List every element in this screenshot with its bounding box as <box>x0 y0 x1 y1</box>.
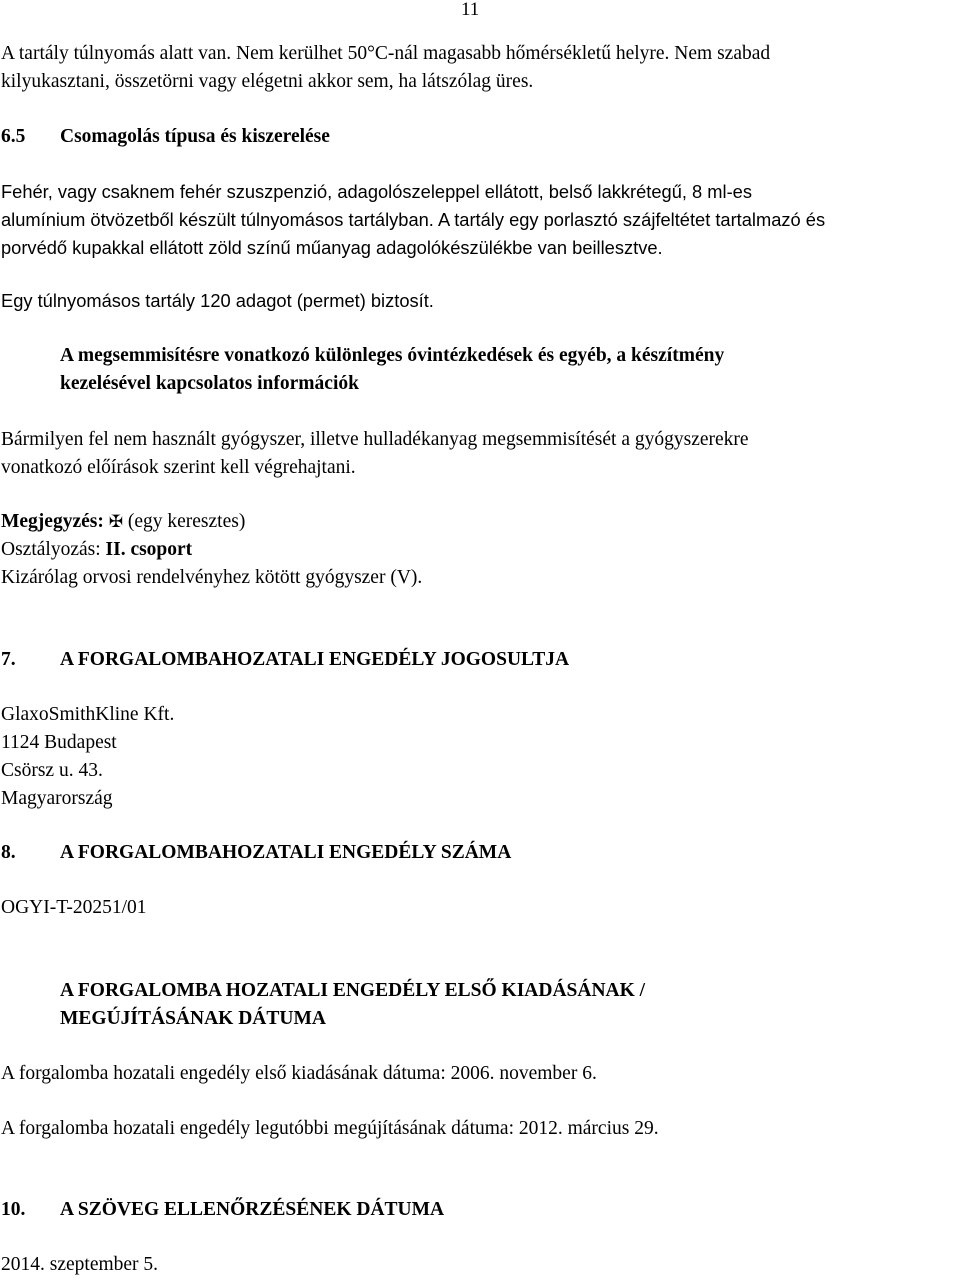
section-6-5-heading <box>1 123 958 151</box>
section-7-number: 7. <box>1 649 16 670</box>
note-block <box>1 508 958 592</box>
dose-count: Egy túlnyomásos tartály 120 adagot (permet) biztosít. <box>1 290 434 311</box>
revision-date: 2014. szeptember 5. <box>1 1254 159 1275</box>
warning-line-2: kilyukasztani, összetörni vagy elégetni akkor sem, ha látszólag üres. <box>1 71 534 92</box>
section-9-number <box>1 977 60 1005</box>
classification-label: Osztályozás: <box>1 539 101 560</box>
disposal-line-2: vonatkozó előírások szerint kell végrehajtani. <box>1 457 356 478</box>
holder-country: Magyarország <box>1 788 113 809</box>
cross-symbol-icon: ✠ <box>108 512 123 532</box>
packaging-line-1: Fehér, vagy csaknem fehér szuszpenzió, adagolószeleppel ellátott, belső lakkrétegű, 8 ml-es <box>1 181 752 202</box>
section-10-heading <box>1 1196 958 1224</box>
section-10-number: 10. <box>1 1199 26 1220</box>
section-9-title-line-2: MEGÚJÍTÁSÁNAK DÁTUMA <box>60 1008 326 1029</box>
section-6-6-number <box>1 342 60 370</box>
classification-value: II. csoport <box>105 539 193 560</box>
section-9-heading <box>1 977 958 1033</box>
section-10-title: A SZÖVEG ELLENŐRZÉSÉNEK DÁTUMA <box>60 1199 445 1220</box>
section-6-5-paragraph <box>1 178 958 262</box>
renewal-date: A forgalomba hozatali engedély legutóbbi megújításának dátuma: 2012. március 29. <box>1 1118 659 1139</box>
holder-address <box>1 701 958 813</box>
section-9-title-line-1: A FORGALOMBA HOZATALI ENGEDÉLY ELSŐ KIADÁSÁNAK / <box>60 980 646 1001</box>
packaging-line-2-rest: A tartály egy porlasztó szájfeltétet tartalmazó és <box>433 209 826 230</box>
section-7-title: A FORGALOMBAHOZATALI ENGEDÉLY JOGOSULTJA <box>60 649 570 670</box>
section-6-6-heading <box>1 342 958 398</box>
section-6-6-title-line-1: A megsemmisítésre vonatkozó különleges óvintézkedések és egyéb, a készítmény <box>60 345 725 366</box>
holder-city: 1124 Budapest <box>1 732 117 753</box>
first-authorisation-date: A forgalomba hozatali engedély első kiadásának dátuma: 2006. november 6. <box>1 1063 597 1084</box>
section-8-heading <box>1 839 958 867</box>
warning-text <box>1 40 958 96</box>
section-6-5-title: Csomagolás típusa és kiszerelése <box>60 126 330 147</box>
authorisation-number: OGYI-T-20251/01 <box>1 897 147 918</box>
note-label: Megjegyzés: <box>1 511 104 532</box>
prescription-status: Kizárólag orvosi rendelvényhez kötött gyógyszer (V). <box>1 567 423 588</box>
packaging-line-3: porvédő kupakkal ellátott zöld színű műanyag adagolókészülékbe van beillesztve. <box>1 237 663 258</box>
disposal-paragraph <box>1 426 958 482</box>
section-6-5-number: 6.5 <box>1 126 26 147</box>
section-7-heading <box>1 646 958 674</box>
page-number: 11 <box>461 0 480 20</box>
holder-street: Csörsz u. 43. <box>1 760 103 781</box>
section-6-6-title-line-2: kezelésével kapcsolatos információk <box>60 373 359 394</box>
note-symbol-text: (egy keresztes) <box>127 511 246 532</box>
section-8-number: 8. <box>1 842 16 863</box>
packaging-line-2: alumínium ötvözetből készült túlnyomásos tartályban. <box>1 209 434 230</box>
disposal-line-1: Bármilyen fel nem használt gyógyszer, illetve hulladékanyag megsemmisítését a gyógyszerekre <box>1 429 749 450</box>
holder-name: GlaxoSmithKline Kft. <box>1 704 175 725</box>
section-8-title: A FORGALOMBAHOZATALI ENGEDÉLY SZÁMA <box>60 842 512 863</box>
warning-line-1: A tartály túlnyomás alatt van. Nem kerülhet 50°C-nál magasabb hőmérsékletű helyre. Nem szabad <box>1 43 771 64</box>
